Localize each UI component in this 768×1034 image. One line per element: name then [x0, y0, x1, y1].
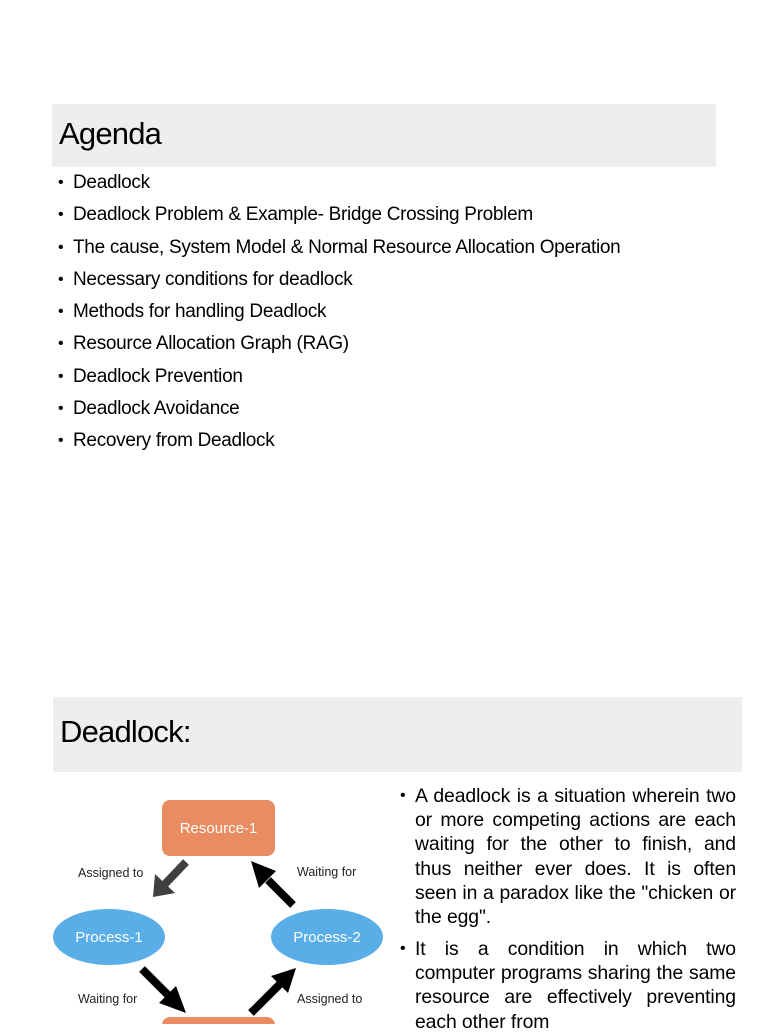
process-1-label: Process-1 [75, 929, 143, 946]
deadlock-title: Deadlock: [60, 714, 191, 749]
arrow-resource2-to-process2 [251, 968, 296, 1013]
process-2-label: Process-2 [293, 929, 361, 946]
bullet-icon: • [58, 335, 64, 353]
resource-2-node [162, 1017, 275, 1024]
bullet-icon: • [58, 238, 64, 256]
definition-paragraph [400, 784, 736, 929]
arrow-process1-to-resource2 [142, 969, 186, 1013]
bullet-icon: • [58, 303, 64, 321]
agenda-title: Agenda [59, 116, 162, 151]
label-waiting-for-top: Waiting for [297, 865, 357, 879]
bullet-icon: • [58, 367, 64, 385]
agenda-item-text: Necessary conditions for deadlock [73, 268, 353, 290]
label-waiting-for-bottom: Waiting for [78, 992, 138, 1006]
bullet-icon: • [400, 787, 406, 804]
label-assigned-to-bottom: Assigned to [297, 992, 363, 1006]
bullet-icon: • [58, 206, 64, 224]
bullet-icon: • [58, 174, 64, 191]
agenda-item-text: Deadlock [73, 172, 150, 193]
bullet-icon: • [58, 270, 64, 288]
resource-1-label: Resource-1 [179, 820, 258, 837]
agenda-item-text: Deadlock Problem & Example- Bridge Crossing Problem [73, 204, 533, 226]
arrow-resource1-to-process1 [153, 862, 186, 897]
agenda-item-text: The cause, System Model & Normal Resource Allocation Operation [73, 236, 621, 258]
agenda-item-text: Deadlock Avoidance [73, 398, 240, 420]
condition-paragraph [400, 937, 736, 1034]
bullet-icon: • [400, 940, 406, 957]
definition-text: A deadlock is a situation wherein two or more competing actions are each waiting for the other to finish, and thus neither ever does. It is often seen in a paradox like the "chicken or the egg". [415, 785, 736, 929]
agenda-item-text: Deadlock Prevention [73, 365, 243, 387]
bullet-icon: • [58, 400, 64, 418]
agenda-item-text: Methods for handling Deadlock [73, 301, 327, 323]
agenda-item-text: Recovery from Deadlock [73, 430, 275, 452]
agenda-item-text: Resource Allocation Graph (RAG) [73, 333, 349, 355]
label-assigned-to-top: Assigned to [78, 866, 144, 880]
condition-text: It is a condition in which two computer programs sharing the same resource are effectively preventing each other from [415, 938, 736, 1033]
bullet-icon: • [58, 432, 64, 450]
arrow-process2-to-resource1 [251, 861, 293, 905]
